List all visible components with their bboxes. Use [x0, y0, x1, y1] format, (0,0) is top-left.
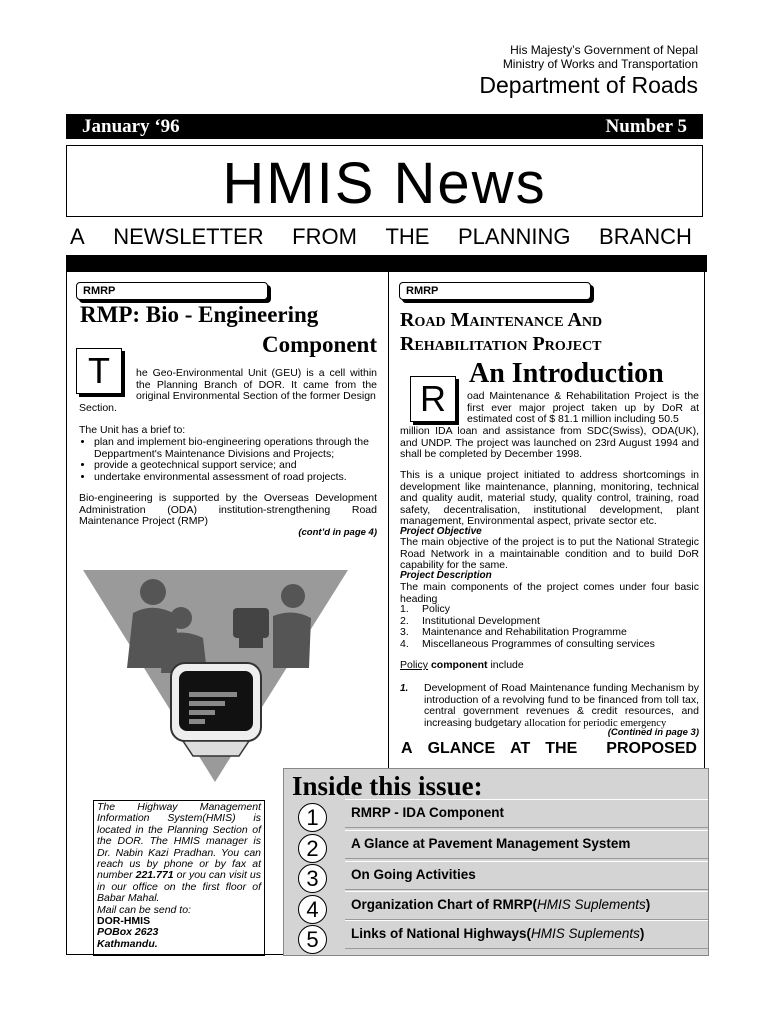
newsletter-title: HMIS News [222, 151, 547, 216]
date-bar [66, 114, 703, 139]
policy-line [400, 660, 524, 672]
number-circle-5: 5 [298, 925, 327, 954]
left-article-title-line1: RMP: Bio - Engineering [80, 302, 319, 327]
address-line: Kathmandu. [97, 937, 158, 950]
subtitle-word: BRANCH [599, 224, 692, 249]
subtitle-word: NEWSLETTER [113, 224, 264, 249]
components-list [400, 604, 699, 650]
left-support-para: Bio-engineering is supported by the Overseas Development Administration (ODA) institution-strengthening Road Maintenance Project (RMP) [79, 492, 377, 528]
objective-text: The main objective of the project is to put the National Strategic Road Network in a maintainable condition and to build DoR capability for the same. [400, 536, 699, 572]
people-computer-illustration [83, 568, 348, 784]
item1-text [424, 683, 699, 729]
drop-cap-t: T [76, 348, 122, 394]
item1-body: Development of Road Maintenance funding Mechanism by introduction of a revolving fund to be financed from toll tax, central government revenues & credit resources, and increasing budgetary [424, 682, 699, 729]
item1-tail: allocation for periodic emergency [524, 717, 667, 729]
inside-title: Inside this issue: [292, 771, 483, 801]
list-item: • undertake environmental assessment of road projects. [94, 472, 380, 484]
subtitle-word: THE [385, 224, 430, 249]
right-article-subtitle: An Introduction [469, 358, 664, 389]
toc-item[interactable]: Links of National Highways(HMIS Suplements) [345, 920, 708, 949]
ministry-line: Ministry of Works and Transportation [502, 57, 698, 71]
number-circle-1: 1 [298, 803, 327, 832]
masthead [66, 145, 703, 217]
column-divider [388, 272, 389, 768]
inside-this-issue [283, 768, 709, 956]
government-line: His Majesty’s Government of Nepal [510, 43, 698, 57]
right-continued-note: (Contined in page 3) [607, 727, 699, 738]
right-intro-cont: million IDA loan and assistance from SDC(Swiss), ODA(UK), and UNDP. The project was launched on 23rd August 1994 and shall be completed by December 1998. [400, 425, 699, 461]
description-heading: Project Description [400, 570, 492, 581]
toc-item[interactable]: Organization Chart of RMRP(HMIS Suplements) [345, 891, 708, 920]
monitor-icon [171, 663, 261, 756]
left-brief-intro: The Unit has a brief to: [79, 424, 186, 436]
list-item: 4. Miscellaneous Programmes of consulting services [400, 637, 655, 650]
glance-word: A [401, 740, 413, 757]
contact-text: The Highway Management Information System(HMIS) is located in the Planning Section of the DOR. The HMIS manager is Dr. Nabin Kazi Pradhan. You can reach us by phone or by fax at number [97, 801, 261, 882]
contact-phone: 221.771 [135, 869, 174, 882]
subtitle-word: A [70, 224, 85, 249]
left-bullet-list [80, 437, 380, 483]
subtitle-word: FROM [292, 224, 357, 249]
number-circle-3: 3 [298, 864, 327, 893]
description-text: The main components of the project comes under four basic heading [400, 581, 699, 605]
number-circle-2: 2 [298, 834, 327, 863]
right-section-tag: RMRP [399, 282, 591, 300]
drop-cap-r: R [410, 376, 456, 422]
include-word: include [490, 659, 524, 671]
glance-heading [401, 740, 697, 758]
contact-text2: or you can visit us in our office on the first floor of Babar Mahal. [97, 869, 261, 905]
policy-word: Policy [400, 659, 429, 671]
right-article-title-line1: Road Maintenance And [400, 309, 603, 331]
objective-heading: Project Objective [400, 526, 482, 537]
issue-number: Number 5 [605, 116, 687, 137]
right-para2: This is a unique project initiated to address shortcomings in development like maintenance, planning, monitoring, technical and quality audit, material study, quality control, training, road safety, decentralisation, institutional development, plant management, Environmental aspect, private sector etc. [400, 469, 699, 528]
subtitle-word: PLANNING [458, 224, 571, 249]
glance-word: PROPOSED [606, 740, 697, 757]
list-item: 2. Institutional Development [400, 614, 540, 627]
left-article-title-line2: Component [261, 332, 377, 357]
glance-word: GLANCE [427, 740, 496, 757]
list-item: • plan and implement bio-engineering operations through the Deppartment's Maintenance Divisions and Projects; [94, 437, 380, 460]
item1-number: 1. [400, 683, 409, 694]
left-section-tag: RMRP [76, 282, 268, 300]
toc-item[interactable]: A Glance at Pavement Management System [345, 830, 708, 859]
address-line: DOR-HMIS [97, 915, 151, 928]
number-circle-4: 4 [298, 895, 327, 924]
list-item: • provide a geotechnical support service; and [94, 460, 380, 472]
mail-line: Mail can be send to: [97, 903, 191, 916]
header-rule [66, 255, 707, 272]
contact-box [93, 800, 265, 956]
left-intro-cont: Section. [79, 402, 117, 414]
issue-date: January ‘96 [82, 116, 180, 137]
masthead-subtitle [70, 224, 692, 250]
component-word: component [430, 659, 488, 671]
list-item: 3. Maintenance and Rehabilitation Programme [400, 626, 627, 639]
right-article-title-line2: Rehabilitation Project [400, 333, 602, 355]
glance-word: AT [510, 740, 531, 757]
glance-word: THE [545, 740, 578, 757]
right-intro: oad Maintenance & Rehabilitation Project is the first ever major project taken up by DoR at estimated cost of $ 81.1 million including 50.5 [467, 390, 699, 426]
address-line: POBox 2623 [97, 926, 159, 939]
list-item: 1. Policy [400, 603, 451, 615]
left-intro: he Geo-Environmental Unit (GEU) is a cell within the Planning Branch of DOR. It came from the original Environmental Section of the former Design [136, 367, 377, 403]
department-name: Department of Roads [479, 72, 698, 98]
toc-item[interactable]: On Going Activities [345, 861, 708, 890]
left-continued-note: (cont’d in page 4) [298, 527, 377, 538]
toc-item[interactable]: RMRP - IDA Component [345, 799, 708, 828]
